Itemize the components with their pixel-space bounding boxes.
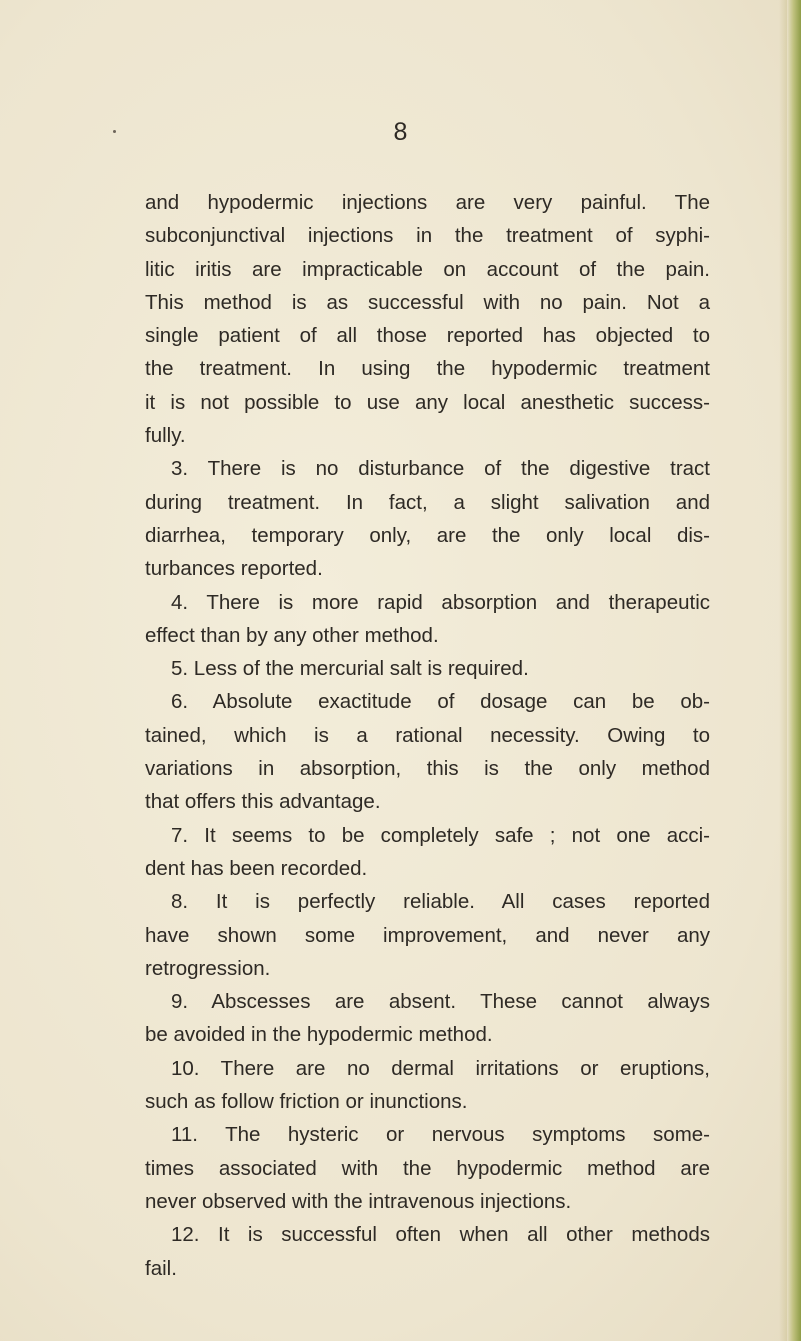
text-line: and hypodermic injections are very painful. The xyxy=(145,191,710,214)
text-line: fully. xyxy=(145,424,186,448)
text-line: 8. It is perfectly reliable. All cases reported xyxy=(171,890,710,914)
text-line: during treatment. In fact, a slight salivation and xyxy=(145,490,710,514)
text-line: tained, which is a rational necessity. Owing to xyxy=(145,723,710,747)
text-line: fail. xyxy=(145,1256,177,1280)
body-text xyxy=(145,186,710,1285)
text-line: effect than by any other method. xyxy=(145,623,439,647)
text-line: times associated with the hypodermic method are xyxy=(145,1156,710,1180)
text-line: such as follow friction or inunctions. xyxy=(145,1090,468,1114)
text-line: retrogression. xyxy=(145,956,271,980)
text-line: 5. Less of the mercurial salt is required. xyxy=(171,657,529,681)
text-line: it is not possible to use any local anesthetic success- xyxy=(145,390,710,414)
text-line: This method is as successful with no pain. Not a xyxy=(145,290,710,314)
text-line: 3. There is no disturbance of the digestive tract xyxy=(171,457,710,481)
text-line: single patient of all those reported has objected to xyxy=(145,324,710,348)
text-line: dent has been recorded. xyxy=(145,856,368,880)
text-line: 4. There is more rapid absorption and therapeutic xyxy=(171,590,710,614)
text-line: that offers this advantage. xyxy=(145,790,381,814)
text-line: 7. It seems to be completely safe ; not one acci- xyxy=(171,823,710,847)
text-line: diarrhea, temporary only, are the only local dis- xyxy=(145,523,710,547)
page-edge-tint xyxy=(779,0,787,1341)
text-line: 12. It is successful often when all other methods xyxy=(171,1223,710,1247)
text-line: 11. The hysteric or nervous symptoms some- xyxy=(171,1123,710,1147)
text-line: 9. Abscesses are absent. These cannot always xyxy=(171,990,710,1014)
page-number: 8 xyxy=(393,118,408,146)
text-line: subconjunctival injections in the treatment of syphi- xyxy=(145,224,710,248)
text-line: litic iritis are impracticable on account of the pain. xyxy=(145,257,710,281)
text-line: the treatment. In using the hypodermic treatment xyxy=(145,357,710,381)
text-line: have shown some improvement, and never any xyxy=(145,923,710,947)
page-edge-shadow xyxy=(787,0,801,1341)
text-line: variations in absorption, this is the only method xyxy=(145,757,710,781)
text-line: 10. There are no dermal irritations or eruptions, xyxy=(171,1056,710,1080)
text-line: never observed with the intravenous injections. xyxy=(145,1189,572,1213)
text-line: turbances reported. xyxy=(145,557,323,581)
text-line: be avoided in the hypodermic method. xyxy=(145,1023,493,1047)
text-line: 6. Absolute exactitude of dosage can be ob- xyxy=(171,690,710,714)
